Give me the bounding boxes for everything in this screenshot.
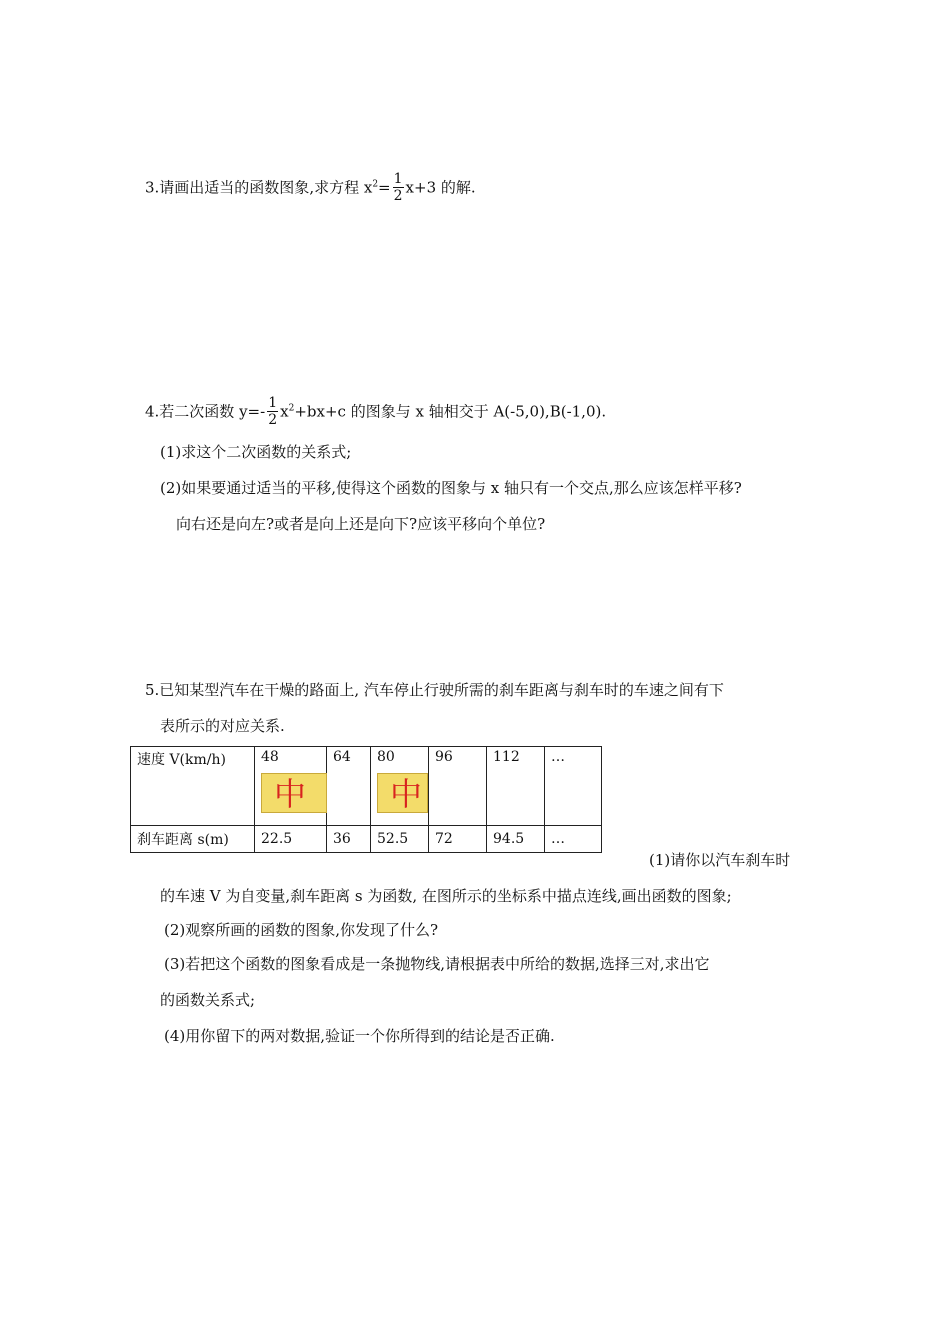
watermark-stamp xyxy=(377,773,428,813)
table-cell xyxy=(255,747,327,826)
stamp-text: 中 xyxy=(274,775,311,813)
question-3 xyxy=(145,172,476,205)
q4-part-2: (2)如果要通过适当的平移,使得这个函数的图象与 x 轴只有一个交点,那么应该怎样平移? xyxy=(160,479,742,497)
q5-part-3b: 的函数关系式; xyxy=(160,991,256,1009)
q4-text-before: 4.若二次函数 y=- xyxy=(145,402,266,421)
q5-part-2: (2)观察所画的函数的图象,你发现了什么? xyxy=(164,921,439,939)
speed-distance-table xyxy=(130,746,602,853)
table-cell: 112 xyxy=(487,747,545,826)
table-row-speed xyxy=(131,747,602,826)
q3-frac-num: 1 xyxy=(393,171,403,187)
q3-frac-den: 2 xyxy=(393,188,403,204)
q5-part-3a: (3)若把这个函数的图象看成是一条抛物线,请根据表中所给的数据,选择三对,求出它 xyxy=(164,955,710,973)
table-cell: … xyxy=(545,747,602,826)
q4-part-2-cont: 向右还是向左?或者是向上还是向下?应该平移向个单位? xyxy=(176,515,546,533)
table-cell: … xyxy=(545,826,602,853)
table-cell xyxy=(371,747,429,826)
table-cell: 72 xyxy=(429,826,487,853)
q4-exponent: 2 xyxy=(288,403,295,414)
q3-equals: = xyxy=(378,178,391,197)
table-cell: 36 xyxy=(327,826,371,853)
table-header-speed: 速度 V(km/h) xyxy=(131,747,255,826)
q4-fraction xyxy=(267,395,278,428)
table-header-distance: 刹车距离 s(m) xyxy=(131,826,255,853)
table-cell: 96 xyxy=(429,747,487,826)
q3-fraction xyxy=(393,171,404,204)
q5-part-1b: 的车速 V 为自变量,刹车距离 s 为函数, 在图所示的坐标系中描点连线,画出函数的图象; xyxy=(160,887,732,905)
watermark-stamp xyxy=(261,773,327,813)
q4-part-1: (1)求这个二次函数的关系式; xyxy=(160,443,352,461)
table-cell: 52.5 xyxy=(371,826,429,853)
table-cell: 22.5 xyxy=(255,826,327,853)
q5-intro-line-1: 5.已知某型汽车在干燥的路面上, 汽车停止行驶所需的刹车距离与刹车时的车速之间有下 xyxy=(145,681,724,699)
q3-exponent: 2 xyxy=(372,179,379,190)
q5-intro-line-2: 表所示的对应关系. xyxy=(160,717,285,735)
q5-part-4: (4)用你留下的两对数据,验证一个你所得到的结论是否正确. xyxy=(164,1027,555,1045)
q4-text-after: +bx+c 的图象与 x 轴相交于 A(-5,0),B(-1,0). xyxy=(294,402,607,421)
cell-value: 80 xyxy=(377,749,395,765)
table-cell: 64 xyxy=(327,747,371,826)
cell-value: 48 xyxy=(261,749,279,765)
table-cell: 94.5 xyxy=(487,826,545,853)
q5-part-1a: (1)请你以汽车刹车时 xyxy=(649,851,791,869)
q3-text-after: x+3 的解. xyxy=(405,178,476,197)
q4-x: x xyxy=(280,402,289,421)
q4-frac-num: 1 xyxy=(268,395,278,411)
question-4 xyxy=(145,396,606,429)
q3-text-before: 3.请画出适当的函数图象,求方程 x xyxy=(145,178,373,197)
table-row-distance xyxy=(131,826,602,853)
q4-frac-den: 2 xyxy=(268,412,278,428)
stamp-text: 中 xyxy=(390,775,427,813)
